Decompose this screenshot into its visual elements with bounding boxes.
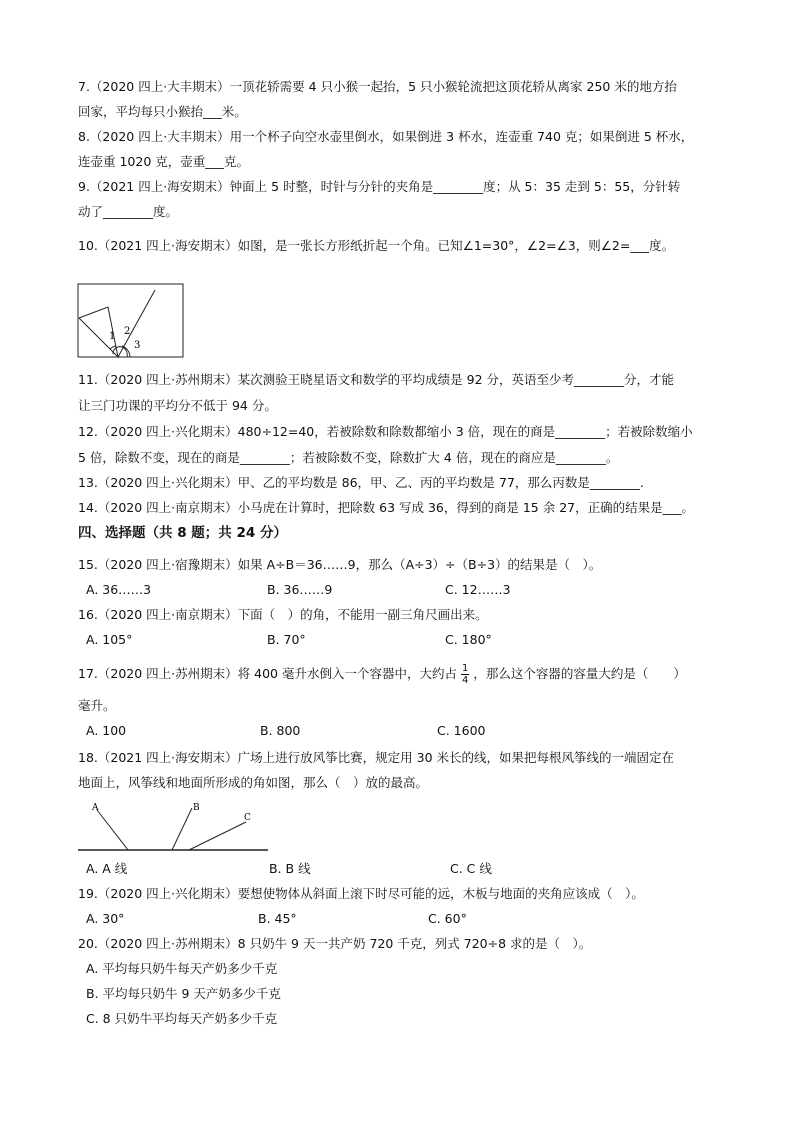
q17-option-b[interactable]: B. 800	[260, 723, 301, 738]
q17-text-post: ，那么这个容器的容量大约是（ ）	[473, 666, 686, 681]
line-label-b: B	[193, 803, 200, 813]
q19-option-c[interactable]: C. 60°	[428, 911, 467, 926]
q16-line1: 16.（2020 四上·南京期末）下面（ ）的角，不能用一副三角尺画出来。	[78, 607, 488, 622]
q12-line1: 12.（2020 四上·兴化期末）480÷12=40，若被除数和除数都缩小 3 倍，现在的商是________；若被除数缩小	[78, 424, 693, 439]
q18-option-c[interactable]: C. C 线	[450, 861, 492, 876]
q11-line1: 11.（2020 四上·苏州期末）某次测验王晓星语文和数学的平均成绩是 92 分，英语至少考________分，才能	[78, 372, 674, 387]
q7-line2: 回家，平均每只小猴抬___米。	[78, 104, 247, 119]
q20-option-c[interactable]: C. 8 只奶牛平均每天产奶多少千克	[86, 1011, 278, 1026]
q9-line2: 动了________度。	[78, 204, 179, 219]
q18-option-b[interactable]: B. B 线	[269, 861, 311, 876]
q19-option-b[interactable]: B. 45°	[258, 911, 297, 926]
q17-line1	[78, 663, 686, 686]
q16-option-b[interactable]: B. 70°	[267, 632, 306, 647]
line-label-c: C	[244, 813, 251, 823]
angle-label-3: 3	[134, 340, 141, 351]
q9-line1: 9.（2021 四上·海安期末）钟面上 5 时整，时针与分针的夹角是________度；从 5：35 走到 5：55，分针转	[78, 179, 681, 194]
q17-line2: 毫升。	[78, 698, 116, 713]
folded-paper-figure	[76, 282, 188, 362]
line-label-a: A	[92, 803, 99, 813]
q17-option-c[interactable]: C. 1600	[437, 723, 486, 738]
q15-option-a[interactable]: A. 36……3	[86, 582, 152, 597]
q8-line2: 连壶重 1020 克，壶重___克。	[78, 154, 250, 169]
q15-option-c[interactable]: C. 12……3	[445, 582, 511, 597]
q13-line1: 13.（2020 四上·兴化期末）甲、乙的平均数是 86，甲、乙、丙的平均数是 77，那么丙数是________.	[78, 475, 644, 490]
q7-line1: 7.（2020 四上·大丰期末）一顶花轿需要 4 只小猴一起抬，5 只小猴轮流把这顶花轿从离家 250 米的地方抬	[78, 79, 677, 94]
q19-line1: 19.（2020 四上·兴化期末）要想使物体从斜面上滚下时尽可能的远，木板与地面的夹角应该成（ ）。	[78, 886, 644, 901]
section-title: 四、选择题（共 8 题；共 24 分）	[78, 525, 287, 541]
q18-line1: 18.（2021 四上·海安期末）广场上进行放风筝比赛，规定用 30 米长的线，如果把每根风筝线的一端固定在	[78, 750, 674, 765]
fraction-numerator: 1	[461, 663, 469, 674]
q14-line1: 14.（2020 四上·南京期末）小马虎在计算时，把除数 63 写成 36，得到的商是 15 余 27，正确的结果是___。	[78, 500, 694, 515]
angle-label-2: 2	[124, 326, 131, 337]
q12-line2: 5 倍，除数不变，现在的商是________；若被除数不变，除数扩大 4 倍，现在的商应是________。	[78, 450, 619, 465]
q10-line1: 10.（2021 四上·海安期末）如图，是一张长方形纸折起一个角。已知∠1=30°，∠2=∠3，则∠2=___度。	[78, 238, 675, 253]
q19-option-a[interactable]: A. 30°	[86, 911, 125, 926]
q17-option-a[interactable]: A. 100	[86, 723, 127, 738]
angle-label-1: 1	[109, 331, 116, 342]
q16-option-a[interactable]: A. 105°	[86, 632, 133, 647]
kite-lines-figure	[76, 798, 272, 854]
q18-line2: 地面上，风筝线和地面所形成的角如图，那么（ ）放的最高。	[78, 775, 429, 790]
q20-option-b[interactable]: B. 平均每只奶牛 9 天产奶多少千克	[86, 986, 281, 1001]
q15-option-b[interactable]: B. 36……9	[267, 582, 333, 597]
q18-option-a[interactable]: A. A 线	[86, 861, 128, 876]
fraction	[461, 663, 469, 686]
q20-option-a[interactable]: A. 平均每只奶牛每天产奶多少千克	[86, 961, 278, 976]
q20-line1: 20.（2020 四上·苏州期末）8 只奶牛 9 天一共产奶 720 千克，列式 720÷8 求的是（ ）。	[78, 936, 592, 951]
q8-line1: 8.（2020 四上·大丰期末）用一个杯子向空水壶里倒水，如果倒进 3 杯水，连壶重 740 克；如果倒进 5 杯水，	[78, 129, 694, 144]
q11-line2: 让三门功课的平均分不低于 94 分。	[78, 398, 277, 413]
q15-line1: 15.（2020 四上·宿豫期末）如果 A÷B＝36……9，那么（A÷3）÷（B÷3）的结果是（ ）。	[78, 557, 602, 572]
fraction-denominator: 4	[461, 675, 469, 686]
q16-option-c[interactable]: C. 180°	[445, 632, 492, 647]
q17-text-pre: 17.（2020 四上·苏州期末）将 400 毫升水倒入一个容器中，大约占	[78, 666, 457, 681]
